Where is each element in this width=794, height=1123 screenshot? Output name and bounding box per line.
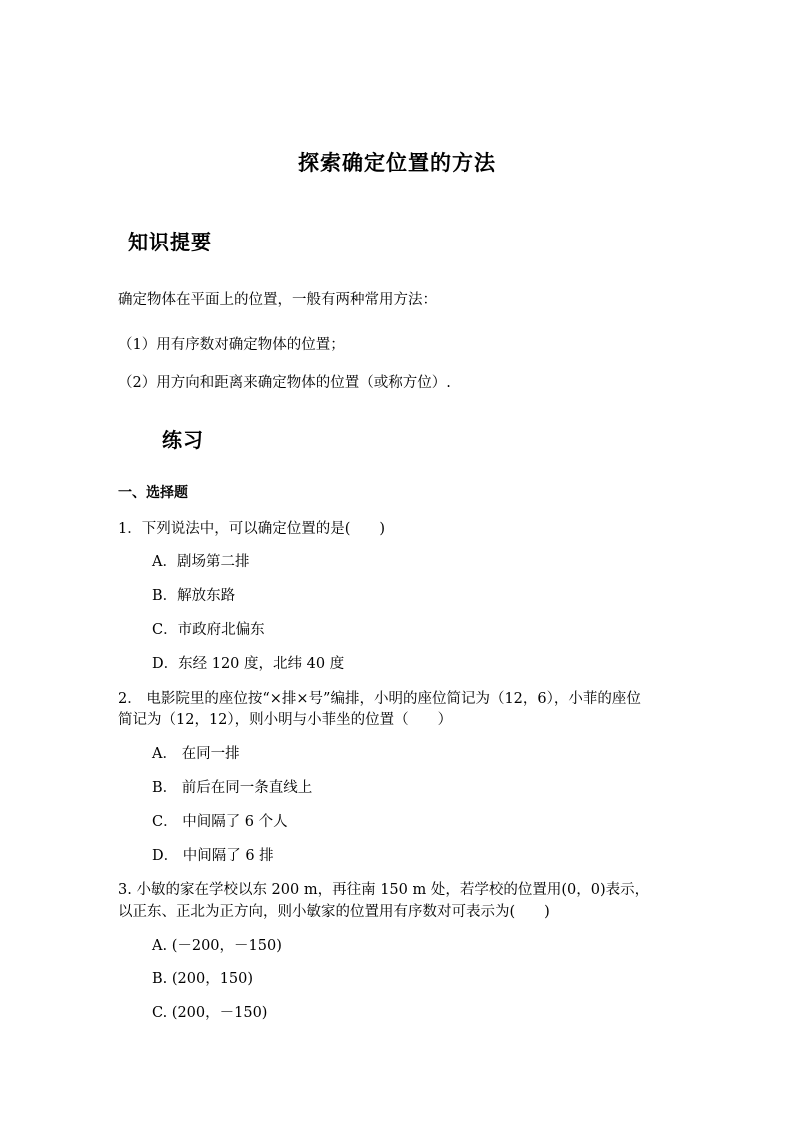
question-3-option-a: A. (－200，－150) (152, 938, 282, 954)
method-item-2: （2）用方向和距离来确定物体的位置（或称方位）. (118, 375, 451, 391)
intro-text: 确定物体在平面上的位置，一般有两种常用方法： (118, 292, 437, 308)
question-3-text-line-1: 3. 小敏的家在学校以东 200 m，再往南 150 m 处，若学校的位置用(0，0)表示， (118, 882, 650, 898)
question-1-text: 1．下列说法中，可以确定位置的是( ) (118, 521, 386, 537)
question-2-text-line-1: 2． 电影院里的座位按“×排×号”编排，小明的座位简记为（12，6），小菲的座位 (118, 691, 641, 707)
question-2-option-c: C． 中间隔了 6 个人 (152, 814, 288, 830)
page-title: 探索确定位置的方法 (298, 150, 496, 175)
method-item-1: （1）用有序数对确定物体的位置； (118, 337, 345, 353)
knowledge-heading: 知识提要 (128, 230, 212, 254)
question-1-option-c: C．市政府北偏东 (152, 622, 265, 638)
practice-heading: 练习 (162, 428, 204, 452)
question-3-text-line-2: 以正东、正北为正方向，则小敏家的位置用有序数对可表示为( ) (118, 904, 550, 920)
question-1-option-d: D．东经 120 度，北纬 40 度 (152, 656, 345, 672)
question-2-option-a: A． 在同一排 (152, 746, 240, 762)
question-3-option-c: C. (200，－150) (152, 1005, 268, 1021)
question-1-option-a: A．剧场第二排 (152, 554, 250, 570)
question-2-option-b: B． 前后在同一条直线上 (152, 780, 313, 796)
question-3-option-b: B. (200，150) (152, 971, 254, 987)
question-2-option-d: D． 中间隔了 6 排 (152, 848, 274, 864)
question-1-option-b: B．解放东路 (152, 588, 236, 604)
question-2-text-line-2: 简记为（12，12），则小明与小菲坐的位置（ ） (118, 712, 453, 728)
section-heading: 一、选择题 (118, 485, 188, 501)
